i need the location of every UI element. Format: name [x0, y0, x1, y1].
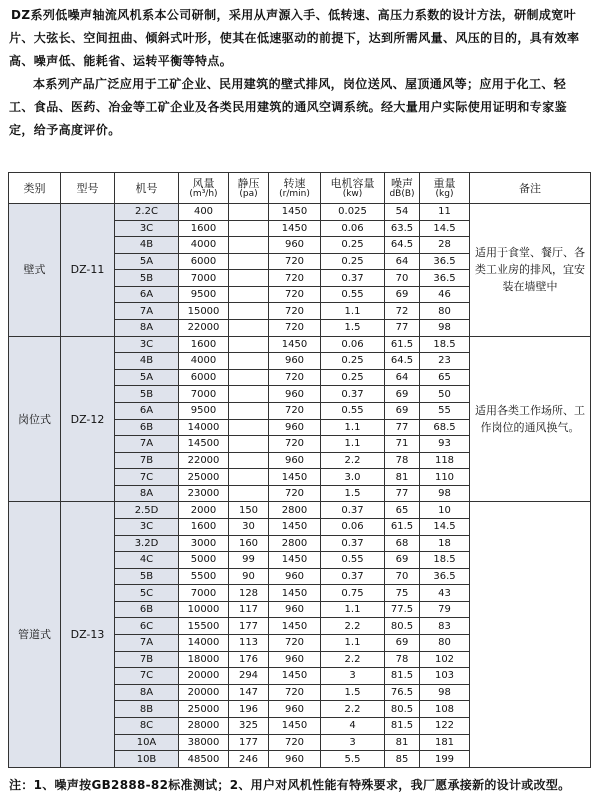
pressure-cell: 325	[229, 717, 269, 734]
weight-cell: 28	[420, 237, 470, 254]
number-cell: 7A	[115, 635, 179, 652]
noise-cell: 69	[385, 402, 420, 419]
motor-cell: 0.06	[321, 220, 385, 237]
noise-cell: 81	[385, 469, 420, 486]
number-cell: 8B	[115, 701, 179, 718]
noise-cell: 69	[385, 552, 420, 569]
noise-cell: 75	[385, 585, 420, 602]
motor-cell: 0.25	[321, 369, 385, 386]
weight-cell: 83	[420, 618, 470, 635]
airflow-cell: 14000	[179, 419, 229, 436]
speed-cell: 720	[269, 286, 321, 303]
number-cell: 8C	[115, 717, 179, 734]
motor-cell: 3	[321, 734, 385, 751]
pressure-cell	[229, 237, 269, 254]
pressure-cell: 99	[229, 552, 269, 569]
motor-cell: 0.55	[321, 286, 385, 303]
number-cell: 5B	[115, 386, 179, 403]
weight-cell: 93	[420, 436, 470, 453]
motor-cell: 2.2	[321, 618, 385, 635]
speed-cell: 1450	[269, 336, 321, 353]
number-cell: 2.2C	[115, 204, 179, 221]
number-cell: 5B	[115, 270, 179, 287]
speed-cell: 1450	[269, 518, 321, 535]
number-cell: 7C	[115, 469, 179, 486]
weight-cell: 79	[420, 601, 470, 618]
airflow-cell: 48500	[179, 751, 229, 768]
category-cell: 壁式	[9, 204, 61, 337]
number-cell: 5A	[115, 253, 179, 270]
motor-cell: 0.55	[321, 402, 385, 419]
speed-cell: 720	[269, 253, 321, 270]
number-cell: 7C	[115, 668, 179, 685]
number-cell: 6A	[115, 402, 179, 419]
speed-cell: 1450	[269, 717, 321, 734]
pressure-cell	[229, 303, 269, 320]
spec-table	[8, 172, 591, 768]
motor-cell: 0.06	[321, 518, 385, 535]
airflow-cell: 23000	[179, 485, 229, 502]
weight-cell: 55	[420, 402, 470, 419]
noise-cell: 69	[385, 286, 420, 303]
table-body	[9, 204, 591, 768]
pressure-cell	[229, 353, 269, 370]
motor-cell: 3	[321, 668, 385, 685]
pressure-cell	[229, 402, 269, 419]
weight-cell: 36.5	[420, 568, 470, 585]
weight-cell: 65	[420, 369, 470, 386]
pressure-cell: 294	[229, 668, 269, 685]
noise-cell: 85	[385, 751, 420, 768]
number-cell: 6B	[115, 419, 179, 436]
remark-cell: 适用各类工作场所、工作岗位的通风换气。	[470, 336, 591, 502]
number-cell: 3C	[115, 518, 179, 535]
airflow-cell: 15500	[179, 618, 229, 635]
airflow-cell: 5000	[179, 552, 229, 569]
speed-cell: 720	[269, 734, 321, 751]
weight-cell: 98	[420, 684, 470, 701]
motor-cell: 0.25	[321, 237, 385, 254]
pressure-cell	[229, 204, 269, 221]
pressure-cell: 147	[229, 684, 269, 701]
noise-cell: 71	[385, 436, 420, 453]
speed-cell: 720	[269, 684, 321, 701]
airflow-cell: 15000	[179, 303, 229, 320]
airflow-cell: 4000	[179, 353, 229, 370]
noise-cell: 64	[385, 369, 420, 386]
pressure-cell	[229, 253, 269, 270]
header-weight: 重量 (kg)	[420, 173, 470, 204]
weight-cell: 110	[420, 469, 470, 486]
weight-cell: 14.5	[420, 518, 470, 535]
number-cell: 3C	[115, 336, 179, 353]
speed-cell: 720	[269, 436, 321, 453]
speed-cell: 1450	[269, 668, 321, 685]
header-speed: 转速 (r/min)	[269, 173, 321, 204]
table-row	[9, 502, 591, 519]
airflow-cell: 7000	[179, 585, 229, 602]
pressure-cell	[229, 469, 269, 486]
number-cell: 3C	[115, 220, 179, 237]
table-row	[9, 336, 591, 353]
noise-cell: 54	[385, 204, 420, 221]
intro-text	[9, 4, 587, 142]
noise-cell: 77.5	[385, 601, 420, 618]
speed-cell: 720	[269, 635, 321, 652]
motor-cell: 0.25	[321, 253, 385, 270]
number-cell: 10A	[115, 734, 179, 751]
number-cell: 8A	[115, 485, 179, 502]
motor-cell: 1.1	[321, 419, 385, 436]
noise-cell: 77	[385, 485, 420, 502]
weight-cell: 10	[420, 502, 470, 519]
motor-cell: 2.2	[321, 452, 385, 469]
pressure-cell: 246	[229, 751, 269, 768]
motor-cell: 1.5	[321, 485, 385, 502]
pressure-cell	[229, 419, 269, 436]
airflow-cell: 6000	[179, 253, 229, 270]
noise-cell: 70	[385, 568, 420, 585]
weight-cell: 46	[420, 286, 470, 303]
weight-cell: 50	[420, 386, 470, 403]
weight-cell: 14.5	[420, 220, 470, 237]
weight-cell: 18.5	[420, 552, 470, 569]
noise-cell: 77	[385, 320, 420, 337]
pressure-cell: 177	[229, 734, 269, 751]
motor-cell: 0.37	[321, 270, 385, 287]
header-pressure: 静压 (pa)	[229, 173, 269, 204]
weight-cell: 98	[420, 485, 470, 502]
airflow-cell: 10000	[179, 601, 229, 618]
weight-cell: 199	[420, 751, 470, 768]
airflow-cell: 1600	[179, 336, 229, 353]
speed-cell: 960	[269, 452, 321, 469]
pressure-cell	[229, 452, 269, 469]
weight-cell: 108	[420, 701, 470, 718]
pressure-cell: 30	[229, 518, 269, 535]
noise-cell: 80.5	[385, 618, 420, 635]
airflow-cell: 4000	[179, 237, 229, 254]
number-cell: 5B	[115, 568, 179, 585]
model-cell: DZ-13	[61, 502, 115, 768]
speed-cell: 960	[269, 568, 321, 585]
header-number: 机号	[115, 173, 179, 204]
noise-cell: 64.5	[385, 353, 420, 370]
weight-cell: 122	[420, 717, 470, 734]
speed-cell: 960	[269, 751, 321, 768]
motor-cell: 1.1	[321, 436, 385, 453]
motor-cell: 0.06	[321, 336, 385, 353]
model-cell: DZ-12	[61, 336, 115, 502]
pressure-cell: 128	[229, 585, 269, 602]
number-cell: 5C	[115, 585, 179, 602]
model-cell: DZ-11	[61, 204, 115, 337]
airflow-cell: 18000	[179, 651, 229, 668]
motor-cell: 2.2	[321, 701, 385, 718]
pressure-cell	[229, 436, 269, 453]
pressure-cell	[229, 286, 269, 303]
speed-cell: 720	[269, 303, 321, 320]
number-cell: 2.5D	[115, 502, 179, 519]
motor-cell: 1.1	[321, 601, 385, 618]
speed-cell: 1450	[269, 585, 321, 602]
weight-cell: 36.5	[420, 253, 470, 270]
motor-cell: 2.2	[321, 651, 385, 668]
number-cell: 3.2D	[115, 535, 179, 552]
weight-cell: 11	[420, 204, 470, 221]
number-cell: 10B	[115, 751, 179, 768]
pressure-cell	[229, 270, 269, 287]
number-cell: 7A	[115, 436, 179, 453]
noise-cell: 80.5	[385, 701, 420, 718]
number-cell: 7B	[115, 452, 179, 469]
airflow-cell: 20000	[179, 668, 229, 685]
pressure-cell	[229, 320, 269, 337]
airflow-cell: 25000	[179, 469, 229, 486]
noise-cell: 69	[385, 635, 420, 652]
airflow-cell: 25000	[179, 701, 229, 718]
noise-cell: 61.5	[385, 336, 420, 353]
speed-cell: 720	[269, 369, 321, 386]
airflow-cell: 3000	[179, 535, 229, 552]
motor-cell: 1.1	[321, 635, 385, 652]
speed-cell: 960	[269, 701, 321, 718]
weight-cell: 43	[420, 585, 470, 602]
weight-cell: 23	[420, 353, 470, 370]
weight-cell: 118	[420, 452, 470, 469]
pressure-cell: 90	[229, 568, 269, 585]
weight-cell: 18.5	[420, 336, 470, 353]
noise-cell: 61.5	[385, 518, 420, 535]
noise-cell: 81	[385, 734, 420, 751]
intro-paragraph-1: DZ系列低噪声轴流风机系本公司研制，采用从声源入手、低转速、高压力系数的设计方法，研制成宽叶片、大弦长、空间扭曲、倾斜式叶形，使其在低速驱动的前提下，达到所需风量、风压的目的，具有效率高、噪声低、能耗省、运转平衡等特点。	[9, 8, 580, 68]
weight-cell: 181	[420, 734, 470, 751]
weight-cell: 18	[420, 535, 470, 552]
pressure-cell	[229, 336, 269, 353]
noise-cell: 64.5	[385, 237, 420, 254]
airflow-cell: 14000	[179, 635, 229, 652]
number-cell: 7A	[115, 303, 179, 320]
weight-cell: 80	[420, 635, 470, 652]
airflow-cell: 2000	[179, 502, 229, 519]
weight-cell: 80	[420, 303, 470, 320]
speed-cell: 1450	[269, 552, 321, 569]
airflow-cell: 22000	[179, 320, 229, 337]
speed-cell: 960	[269, 386, 321, 403]
number-cell: 8A	[115, 320, 179, 337]
noise-cell: 69	[385, 386, 420, 403]
noise-cell: 81.5	[385, 668, 420, 685]
category-cell: 岗位式	[9, 336, 61, 502]
intro-paragraph-2: 本系列产品广泛应用于工矿企业、民用建筑的壁式排风，岗位送风、屋顶通风等；应用于化工、轻工、食品、医药、冶金等工矿企业及各类民用建筑的通风空调系统。经大量用户实际使用证明和专家鉴定，给予高度评价。	[9, 77, 568, 137]
airflow-cell: 7000	[179, 386, 229, 403]
pressure-cell: 176	[229, 651, 269, 668]
noise-cell: 70	[385, 270, 420, 287]
speed-cell: 720	[269, 320, 321, 337]
pressure-cell: 196	[229, 701, 269, 718]
speed-cell: 960	[269, 237, 321, 254]
motor-cell: 0.75	[321, 585, 385, 602]
pressure-cell: 160	[229, 535, 269, 552]
pressure-cell	[229, 485, 269, 502]
noise-cell: 81.5	[385, 717, 420, 734]
noise-cell: 63.5	[385, 220, 420, 237]
number-cell: 7B	[115, 651, 179, 668]
airflow-cell: 7000	[179, 270, 229, 287]
airflow-cell: 5500	[179, 568, 229, 585]
airflow-cell: 1600	[179, 220, 229, 237]
motor-cell: 4	[321, 717, 385, 734]
noise-cell: 78	[385, 651, 420, 668]
pressure-cell	[229, 386, 269, 403]
airflow-cell: 28000	[179, 717, 229, 734]
motor-cell: 0.55	[321, 552, 385, 569]
motor-cell: 0.37	[321, 502, 385, 519]
weight-cell: 68.5	[420, 419, 470, 436]
airflow-cell: 20000	[179, 684, 229, 701]
noise-cell: 76.5	[385, 684, 420, 701]
speed-cell: 1450	[269, 220, 321, 237]
motor-cell: 0.25	[321, 353, 385, 370]
number-cell: 6A	[115, 286, 179, 303]
airflow-cell: 14500	[179, 436, 229, 453]
motor-cell: 1.5	[321, 320, 385, 337]
noise-cell: 78	[385, 452, 420, 469]
pressure-cell: 177	[229, 618, 269, 635]
table-row	[9, 204, 591, 221]
weight-cell: 36.5	[420, 270, 470, 287]
noise-cell: 72	[385, 303, 420, 320]
pressure-cell: 117	[229, 601, 269, 618]
noise-cell: 65	[385, 502, 420, 519]
number-cell: 5A	[115, 369, 179, 386]
speed-cell: 720	[269, 402, 321, 419]
motor-cell: 1.1	[321, 303, 385, 320]
number-cell: 8A	[115, 684, 179, 701]
weight-cell: 98	[420, 320, 470, 337]
speed-cell: 960	[269, 651, 321, 668]
speed-cell: 1450	[269, 469, 321, 486]
motor-cell: 0.37	[321, 568, 385, 585]
motor-cell: 0.37	[321, 535, 385, 552]
speed-cell: 2800	[269, 535, 321, 552]
footnote: 注：1、噪声按GB2888-82标准测试；2、用户对风机性能有特殊要求，我厂愿承接新的设计或改型。	[9, 778, 571, 792]
weight-cell: 102	[420, 651, 470, 668]
header-remark: 备注	[470, 173, 591, 204]
header-noise: 噪声 dB(B)	[385, 173, 420, 204]
motor-cell: 1.5	[321, 684, 385, 701]
motor-cell: 0.025	[321, 204, 385, 221]
number-cell: 4B	[115, 237, 179, 254]
airflow-cell: 38000	[179, 734, 229, 751]
airflow-cell: 9500	[179, 286, 229, 303]
remark-cell: 适用于食堂、餐厅、各类工业房的排风，宜安装在墙壁中	[470, 204, 591, 337]
header-model: 型号	[61, 173, 115, 204]
speed-cell: 720	[269, 270, 321, 287]
speed-cell: 720	[269, 485, 321, 502]
pressure-cell	[229, 220, 269, 237]
speed-cell: 1450	[269, 204, 321, 221]
number-cell: 4B	[115, 353, 179, 370]
number-cell: 4C	[115, 552, 179, 569]
remark-cell	[470, 502, 591, 768]
motor-cell: 3.0	[321, 469, 385, 486]
category-cell: 管道式	[9, 502, 61, 768]
pressure-cell: 150	[229, 502, 269, 519]
noise-cell: 77	[385, 419, 420, 436]
motor-cell: 0.37	[321, 386, 385, 403]
pressure-cell	[229, 369, 269, 386]
header-category: 类别	[9, 173, 61, 204]
noise-cell: 68	[385, 535, 420, 552]
header-airflow: 风量 (m³/h)	[179, 173, 229, 204]
speed-cell: 1450	[269, 618, 321, 635]
airflow-cell: 6000	[179, 369, 229, 386]
pressure-cell: 113	[229, 635, 269, 652]
airflow-cell: 400	[179, 204, 229, 221]
noise-cell: 64	[385, 253, 420, 270]
speed-cell: 960	[269, 419, 321, 436]
speed-cell: 2800	[269, 502, 321, 519]
airflow-cell: 9500	[179, 402, 229, 419]
speed-cell: 960	[269, 601, 321, 618]
weight-cell: 103	[420, 668, 470, 685]
speed-cell: 960	[269, 353, 321, 370]
table-header-row	[9, 173, 591, 204]
header-motor: 电机容量 (kw)	[321, 173, 385, 204]
airflow-cell: 1600	[179, 518, 229, 535]
airflow-cell: 22000	[179, 452, 229, 469]
number-cell: 6B	[115, 601, 179, 618]
motor-cell: 5.5	[321, 751, 385, 768]
number-cell: 6C	[115, 618, 179, 635]
